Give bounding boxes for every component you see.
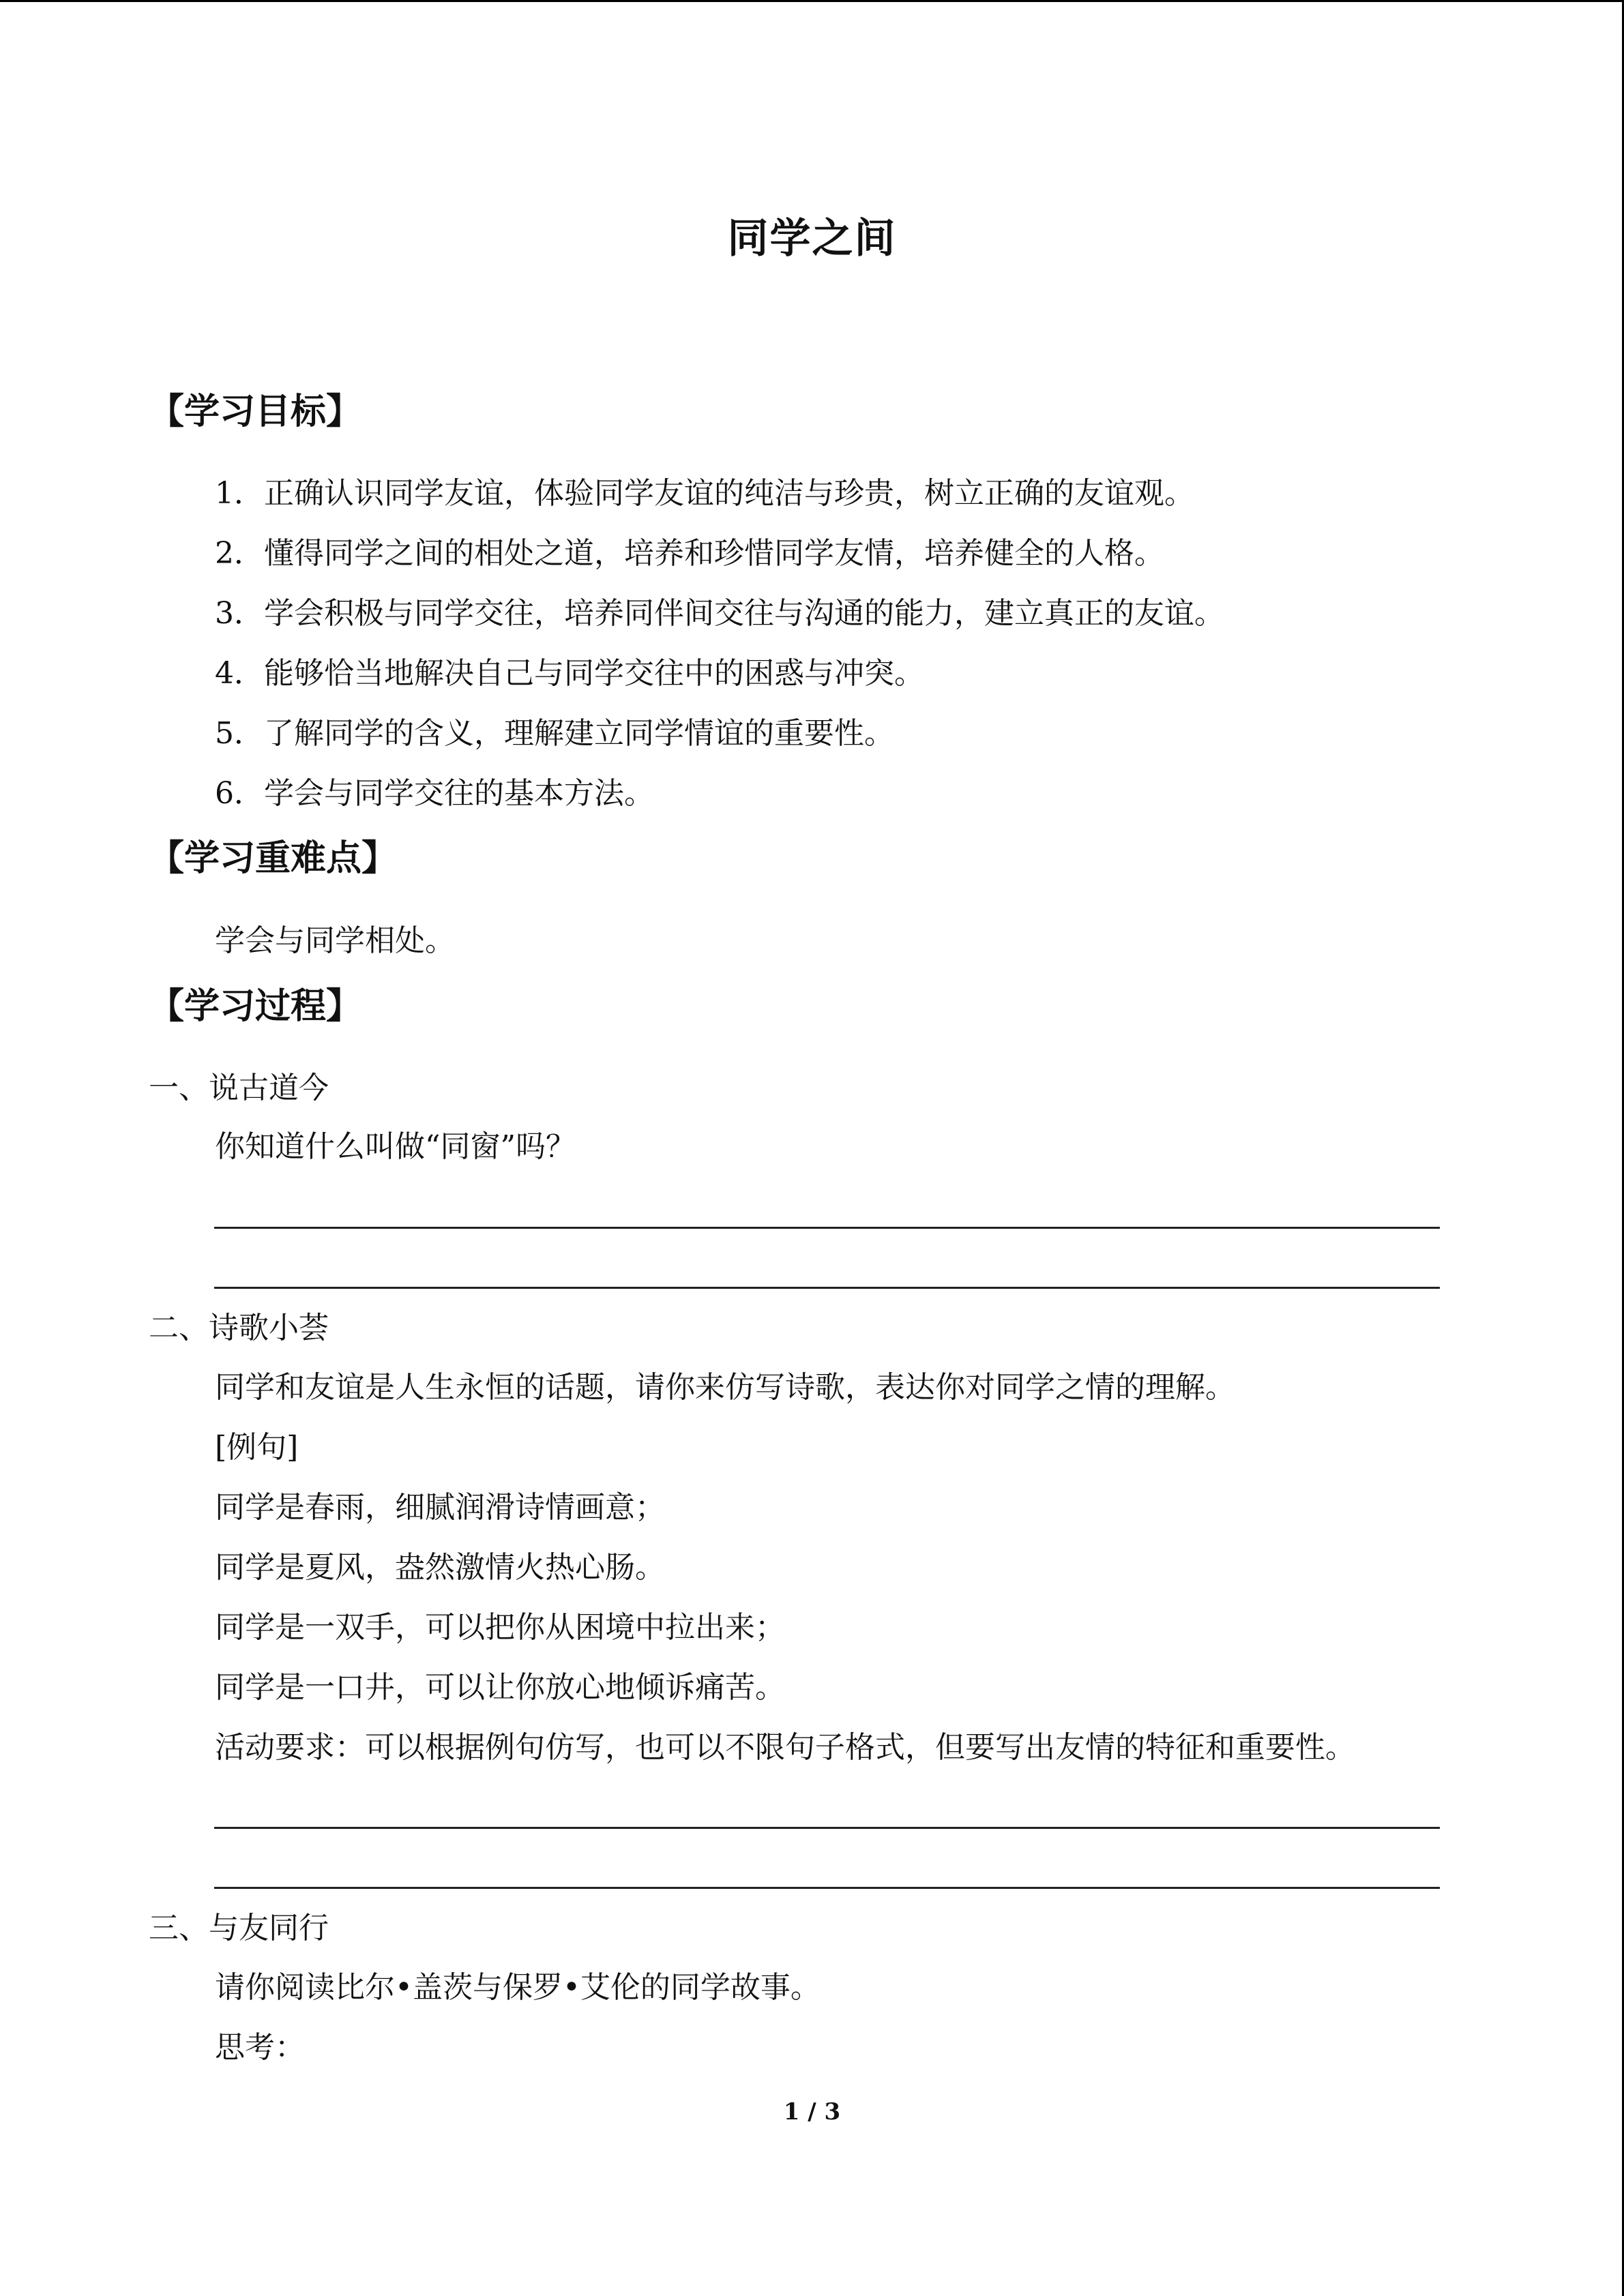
objective-item-4: 4．能够恰当地解决自己与同学交往中的困惑与冲突。 — [215, 656, 924, 691]
answer-line-3[interactable] — [214, 1827, 1440, 1829]
process-heading: 【学习过程】 — [149, 986, 362, 1027]
objective-item-6: 6．学会与同学交往的基本方法。 — [215, 776, 654, 811]
objective-item-5: 5．了解同学的含义，理解建立同学情谊的重要性。 — [215, 716, 894, 751]
page-border-top — [0, 0, 1624, 2]
part1-heading: 一、说古道今 — [149, 1071, 329, 1105]
answer-line-4[interactable] — [214, 1887, 1440, 1889]
example-line-3: 同学是一双手，可以把你从困境中拉出来； — [215, 1610, 785, 1645]
objective-item-3: 3．学会积极与同学交往，培养同伴间交往与沟通的能力，建立真正的友谊。 — [215, 596, 1224, 631]
objective-item-1: 1．正确认识同学友谊，体验同学友谊的纯洁与珍贵，树立正确的友谊观。 — [215, 476, 1194, 511]
key-points-heading: 【学习重难点】 — [149, 838, 398, 879]
part1-question: 你知道什么叫做“同窗”吗？ — [215, 1129, 576, 1164]
example-line-2: 同学是夏风，盎然激情火热心肠。 — [215, 1550, 665, 1585]
objectives-heading: 【学习目标】 — [149, 391, 362, 432]
part2-intro: 同学和友谊是人生永恒的话题，请你来仿写诗歌，表达你对同学之情的理解。 — [215, 1370, 1235, 1405]
answer-line-2[interactable] — [214, 1287, 1440, 1289]
page-title: 同学之间 — [727, 215, 897, 263]
part3-heading: 三、与友同行 — [149, 1911, 329, 1945]
key-points-text: 学会与同学相处。 — [215, 923, 455, 958]
example-line-1: 同学是春雨，细腻润滑诗情画意； — [215, 1490, 665, 1525]
answer-line-1[interactable] — [214, 1227, 1440, 1229]
objective-item-2: 2．懂得同学之间的相处之道，培养和珍惜同学友情，培养健全的人格。 — [215, 536, 1164, 571]
example-label: [例句] — [215, 1430, 299, 1465]
part3-think: 思考： — [215, 2030, 305, 2065]
example-line-4: 同学是一口井，可以让你放心地倾诉痛苦。 — [215, 1670, 785, 1705]
part2-heading: 二、诗歌小荟 — [149, 1311, 329, 1345]
page-number: 1 / 3 — [783, 2098, 841, 2126]
activity-requirement: 活动要求：可以根据例句仿写，也可以不限句子格式，但要写出友情的特征和重要性。 — [215, 1730, 1355, 1765]
part3-text: 请你阅读比尔•盖茨与保罗•艾伦的同学故事。 — [215, 1970, 821, 2005]
